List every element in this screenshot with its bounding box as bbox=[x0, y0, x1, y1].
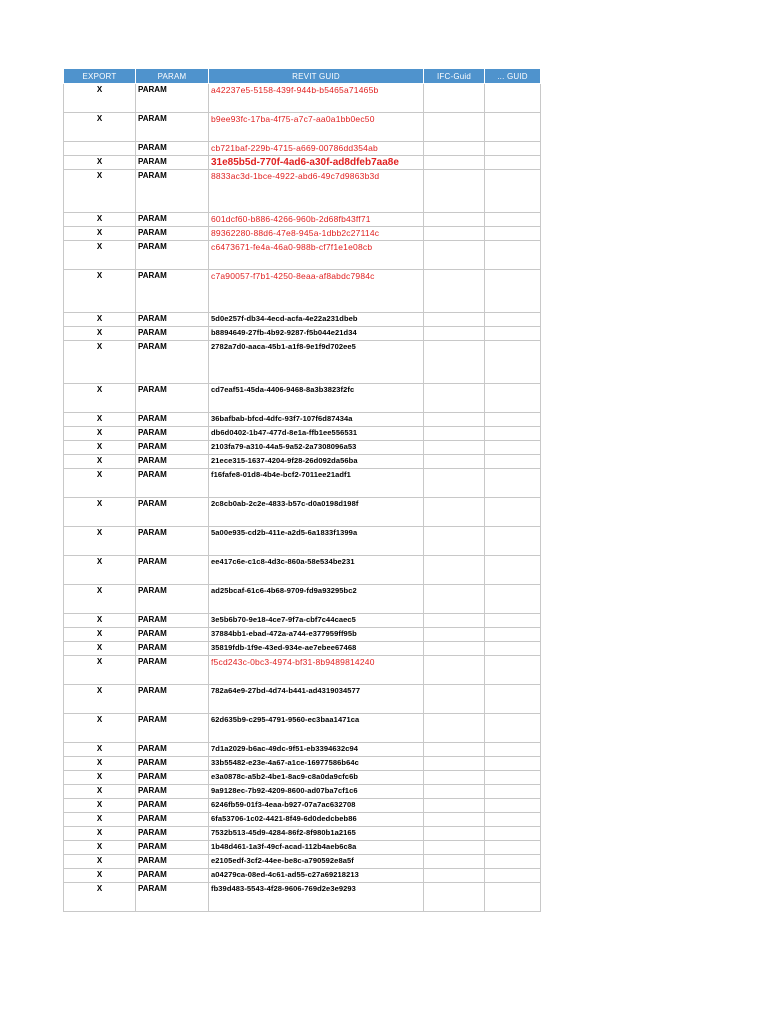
revit-guid-cell[interactable]: 8833ac3d-1bce-4922-abd6-49c7d9863b3d bbox=[209, 170, 424, 213]
revit-guid-cell[interactable]: e2105edf-3cf2-44ee-be8c-a790592e8a5f bbox=[209, 855, 424, 869]
table-row bbox=[64, 827, 541, 841]
revit-guid-cell[interactable]: 31e85b5d-770f-4ad6-a30f-ad8dfeb7aa8e bbox=[209, 156, 424, 170]
table-row bbox=[64, 156, 541, 170]
revit-guid-cell[interactable]: 7532b513-45d9-4284-86f2-8f980b1a2165 bbox=[209, 827, 424, 841]
export-cell[interactable]: X bbox=[64, 855, 136, 869]
table-row bbox=[64, 213, 541, 227]
other-guid-cell[interactable] bbox=[485, 869, 541, 883]
other-guid-cell[interactable] bbox=[485, 799, 541, 813]
other-guid-cell[interactable] bbox=[485, 313, 541, 327]
export-cell[interactable]: X bbox=[64, 642, 136, 656]
table-header bbox=[64, 69, 541, 84]
other-guid-cell[interactable] bbox=[485, 827, 541, 841]
table-row bbox=[64, 628, 541, 642]
table-body bbox=[64, 84, 541, 912]
ifc-guid-cell[interactable] bbox=[424, 685, 485, 714]
table-row bbox=[64, 170, 541, 213]
table-row bbox=[64, 771, 541, 785]
revit-guid-cell[interactable]: b9ee93fc-17ba-4f75-a7c7-aa0a1bb0ec50 bbox=[209, 113, 424, 142]
param-cell[interactable]: PARAM bbox=[136, 427, 209, 441]
export-cell[interactable]: X bbox=[64, 213, 136, 227]
param-cell[interactable]: PARAM bbox=[136, 142, 209, 156]
table-row bbox=[64, 341, 541, 384]
export-cell[interactable]: X bbox=[64, 384, 136, 413]
ifc-guid-cell[interactable] bbox=[424, 384, 485, 413]
revit-guid-cell[interactable]: 2103fa79-a310-44a5-9a52-2a7308096a53 bbox=[209, 441, 424, 455]
export-cell[interactable]: X bbox=[64, 841, 136, 855]
param-cell[interactable]: PARAM bbox=[136, 771, 209, 785]
revit-guid-cell[interactable]: cb721baf-229b-4715-a669-00786dd354ab bbox=[209, 142, 424, 156]
ifc-guid-cell[interactable] bbox=[424, 585, 485, 614]
header-revit-guid: REVIT GUID bbox=[209, 69, 424, 84]
other-guid-cell[interactable] bbox=[485, 714, 541, 743]
ifc-guid-cell[interactable] bbox=[424, 227, 485, 241]
param-cell[interactable]: PARAM bbox=[136, 384, 209, 413]
table-row bbox=[64, 855, 541, 869]
table-row bbox=[64, 685, 541, 714]
revit-guid-cell[interactable]: c7a90057-f7b1-4250-8eaa-af8abdc7984c bbox=[209, 270, 424, 313]
ifc-guid-cell[interactable] bbox=[424, 441, 485, 455]
ifc-guid-cell[interactable] bbox=[424, 771, 485, 785]
revit-guid-cell[interactable]: b8894649-27fb-4b92-9287-f5b044e21d34 bbox=[209, 327, 424, 341]
revit-guid-cell[interactable]: 6fa53706-1c02-4421-8f49-6d0dedcbeb86 bbox=[209, 813, 424, 827]
ifc-guid-cell[interactable] bbox=[424, 270, 485, 313]
param-cell[interactable]: PARAM bbox=[136, 498, 209, 527]
other-guid-cell[interactable] bbox=[485, 771, 541, 785]
other-guid-cell[interactable] bbox=[485, 113, 541, 142]
ifc-guid-cell[interactable] bbox=[424, 642, 485, 656]
export-cell[interactable]: X bbox=[64, 427, 136, 441]
param-cell[interactable]: PARAM bbox=[136, 614, 209, 628]
ifc-guid-cell[interactable] bbox=[424, 142, 485, 156]
ifc-guid-cell[interactable] bbox=[424, 785, 485, 799]
header-export: EXPORT bbox=[64, 69, 136, 84]
other-guid-cell[interactable] bbox=[485, 841, 541, 855]
param-cell[interactable]: PARAM bbox=[136, 413, 209, 427]
other-guid-cell[interactable] bbox=[485, 170, 541, 213]
table-row bbox=[64, 656, 541, 685]
export-cell[interactable]: X bbox=[64, 170, 136, 213]
param-cell[interactable]: PARAM bbox=[136, 469, 209, 498]
revit-guid-cell[interactable]: 37884bb1-ebad-472a-a744-e377959ff95b bbox=[209, 628, 424, 642]
export-cell[interactable]: X bbox=[64, 498, 136, 527]
export-cell[interactable]: X bbox=[64, 313, 136, 327]
other-guid-cell[interactable] bbox=[485, 685, 541, 714]
param-cell[interactable]: PARAM bbox=[136, 441, 209, 455]
other-guid-cell[interactable] bbox=[485, 614, 541, 628]
param-cell[interactable]: PARAM bbox=[136, 241, 209, 270]
revit-guid-cell[interactable]: f16fafe8-01d8-4b4e-bcf2-7011ee21adf1 bbox=[209, 469, 424, 498]
table-row bbox=[64, 527, 541, 556]
export-cell[interactable]: X bbox=[64, 656, 136, 685]
other-guid-cell[interactable] bbox=[485, 498, 541, 527]
table-row bbox=[64, 142, 541, 156]
ifc-guid-cell[interactable] bbox=[424, 799, 485, 813]
table-row bbox=[64, 327, 541, 341]
export-cell[interactable]: X bbox=[64, 270, 136, 313]
export-cell[interactable]: X bbox=[64, 757, 136, 771]
ifc-guid-cell[interactable] bbox=[424, 714, 485, 743]
export-cell[interactable]: X bbox=[64, 785, 136, 799]
other-guid-cell[interactable] bbox=[485, 213, 541, 227]
ifc-guid-cell[interactable] bbox=[424, 327, 485, 341]
revit-guid-cell[interactable]: f5cd243c-0bc3-4974-bf31-8b9489814240 bbox=[209, 656, 424, 685]
table-row bbox=[64, 498, 541, 527]
revit-guid-cell[interactable]: 601dcf60-b886-4266-960b-2d68fb43ff71 bbox=[209, 213, 424, 227]
revit-guid-cell[interactable]: 9a9128ec-7b92-4209-8600-ad07ba7cf1c6 bbox=[209, 785, 424, 799]
other-guid-cell[interactable] bbox=[485, 585, 541, 614]
revit-guid-cell[interactable]: 21ece315-1637-4204-9f28-26d092da56ba bbox=[209, 455, 424, 469]
export-cell[interactable]: X bbox=[64, 455, 136, 469]
param-cell[interactable]: PARAM bbox=[136, 743, 209, 757]
export-cell[interactable]: X bbox=[64, 341, 136, 384]
table-row bbox=[64, 614, 541, 628]
param-cell[interactable]: PARAM bbox=[136, 656, 209, 685]
revit-guid-cell[interactable]: 5a00e935-cd2b-411e-a2d5-6a1833f1399a bbox=[209, 527, 424, 556]
ifc-guid-cell[interactable] bbox=[424, 498, 485, 527]
ifc-guid-cell[interactable] bbox=[424, 855, 485, 869]
other-guid-cell[interactable] bbox=[485, 341, 541, 384]
param-cell[interactable]: PARAM bbox=[136, 156, 209, 170]
param-cell[interactable]: PARAM bbox=[136, 628, 209, 642]
export-cell[interactable]: X bbox=[64, 883, 136, 912]
ifc-guid-cell[interactable] bbox=[424, 743, 485, 757]
ifc-guid-cell[interactable] bbox=[424, 427, 485, 441]
param-cell[interactable]: PARAM bbox=[136, 170, 209, 213]
other-guid-cell[interactable] bbox=[485, 743, 541, 757]
export-cell[interactable]: X bbox=[64, 227, 136, 241]
revit-guid-cell[interactable]: 89362280-88d6-47e8-945a-1dbb2c27114c bbox=[209, 227, 424, 241]
table-row bbox=[64, 455, 541, 469]
ifc-guid-cell[interactable] bbox=[424, 813, 485, 827]
export-cell[interactable]: X bbox=[64, 156, 136, 170]
export-cell[interactable]: X bbox=[64, 469, 136, 498]
ifc-guid-cell[interactable] bbox=[424, 313, 485, 327]
revit-guid-cell[interactable]: e3a0878c-a5b2-4be1-8ac9-c8a0da9cfc6b bbox=[209, 771, 424, 785]
revit-guid-cell[interactable]: c6473671-fe4a-46a0-988b-cf7f1e1e08cb bbox=[209, 241, 424, 270]
other-guid-cell[interactable] bbox=[485, 441, 541, 455]
other-guid-cell[interactable] bbox=[485, 455, 541, 469]
other-guid-cell[interactable] bbox=[485, 642, 541, 656]
param-cell[interactable]: PARAM bbox=[136, 757, 209, 771]
table-row bbox=[64, 642, 541, 656]
ifc-guid-cell[interactable] bbox=[424, 455, 485, 469]
table-row bbox=[64, 441, 541, 455]
table-row bbox=[64, 869, 541, 883]
table-row bbox=[64, 113, 541, 142]
export-cell[interactable]: X bbox=[64, 241, 136, 270]
revit-guid-cell[interactable]: ee417c6e-c1c8-4d3c-860a-58e534be231 bbox=[209, 556, 424, 585]
other-guid-cell[interactable] bbox=[485, 883, 541, 912]
other-guid-cell[interactable] bbox=[485, 327, 541, 341]
param-cell[interactable]: PARAM bbox=[136, 785, 209, 799]
export-cell[interactable]: X bbox=[64, 441, 136, 455]
revit-guid-cell[interactable]: a04279ca-08ed-4c61-ad55-c27a69218213 bbox=[209, 869, 424, 883]
export-cell[interactable]: X bbox=[64, 771, 136, 785]
table-row bbox=[64, 585, 541, 614]
param-cell[interactable]: PARAM bbox=[136, 327, 209, 341]
ifc-guid-cell[interactable] bbox=[424, 841, 485, 855]
export-cell[interactable]: X bbox=[64, 327, 136, 341]
other-guid-cell[interactable] bbox=[485, 384, 541, 413]
param-cell[interactable]: PARAM bbox=[136, 227, 209, 241]
table-row bbox=[64, 556, 541, 585]
other-guid-cell[interactable] bbox=[485, 656, 541, 685]
guid-table bbox=[63, 69, 541, 912]
table-row bbox=[64, 313, 541, 327]
revit-guid-cell[interactable]: 1b48d461-1a3f-49cf-acad-112b4aeb6c8a bbox=[209, 841, 424, 855]
param-cell[interactable]: PARAM bbox=[136, 869, 209, 883]
ifc-guid-cell[interactable] bbox=[424, 84, 485, 113]
other-guid-cell[interactable] bbox=[485, 469, 541, 498]
ifc-guid-cell[interactable] bbox=[424, 469, 485, 498]
revit-guid-cell[interactable]: 36bafbab-bfcd-4dfc-93f7-107f6d87434a bbox=[209, 413, 424, 427]
ifc-guid-cell[interactable] bbox=[424, 628, 485, 642]
revit-guid-cell[interactable]: 2782a7d0-aaca-45b1-a1f8-9e1f9d702ee5 bbox=[209, 341, 424, 384]
param-cell[interactable]: PARAM bbox=[136, 341, 209, 384]
ifc-guid-cell[interactable] bbox=[424, 213, 485, 227]
param-cell[interactable]: PARAM bbox=[136, 642, 209, 656]
ifc-guid-cell[interactable] bbox=[424, 656, 485, 685]
table-row bbox=[64, 270, 541, 313]
revit-guid-cell[interactable]: 62d635b9-c295-4791-9560-ec3baa1471ca bbox=[209, 714, 424, 743]
export-cell[interactable]: X bbox=[64, 743, 136, 757]
param-cell[interactable]: PARAM bbox=[136, 213, 209, 227]
header-ifc-guid: IFC-Guid bbox=[424, 69, 485, 84]
other-guid-cell[interactable] bbox=[485, 227, 541, 241]
param-cell[interactable]: PARAM bbox=[136, 841, 209, 855]
table-row bbox=[64, 883, 541, 912]
param-cell[interactable]: PARAM bbox=[136, 799, 209, 813]
ifc-guid-cell[interactable] bbox=[424, 413, 485, 427]
table-row bbox=[64, 84, 541, 113]
param-cell[interactable]: PARAM bbox=[136, 113, 209, 142]
ifc-guid-cell[interactable] bbox=[424, 341, 485, 384]
ifc-guid-cell[interactable] bbox=[424, 869, 485, 883]
table-row bbox=[64, 757, 541, 771]
table-row bbox=[64, 813, 541, 827]
export-cell[interactable]: X bbox=[64, 869, 136, 883]
export-cell[interactable]: X bbox=[64, 685, 136, 714]
revit-guid-cell[interactable]: db6d0402-1b47-477d-8e1a-ffb1ee556531 bbox=[209, 427, 424, 441]
other-guid-cell[interactable] bbox=[485, 427, 541, 441]
other-guid-cell[interactable] bbox=[485, 556, 541, 585]
param-cell[interactable]: PARAM bbox=[136, 455, 209, 469]
spreadsheet bbox=[63, 69, 540, 912]
other-guid-cell[interactable] bbox=[485, 628, 541, 642]
param-cell[interactable]: PARAM bbox=[136, 84, 209, 113]
header-row bbox=[64, 69, 541, 84]
param-cell[interactable]: PARAM bbox=[136, 813, 209, 827]
revit-guid-cell[interactable]: fb39d483-5543-4f28-9606-769d2e3e9293 bbox=[209, 883, 424, 912]
revit-guid-cell[interactable]: 7d1a2029-b6ac-49dc-9f51-eb3394632c94 bbox=[209, 743, 424, 757]
header-other-guid: ... GUID bbox=[485, 69, 541, 84]
revit-guid-cell[interactable]: 2c8cb0ab-2c2e-4833-b57c-d0a0198d198f bbox=[209, 498, 424, 527]
export-cell[interactable]: X bbox=[64, 413, 136, 427]
other-guid-cell[interactable] bbox=[485, 813, 541, 827]
param-cell[interactable]: PARAM bbox=[136, 585, 209, 614]
ifc-guid-cell[interactable] bbox=[424, 156, 485, 170]
ifc-guid-cell[interactable] bbox=[424, 527, 485, 556]
revit-guid-cell[interactable]: 782a64e9-27bd-4d74-b441-ad4319034577 bbox=[209, 685, 424, 714]
param-cell[interactable]: PARAM bbox=[136, 827, 209, 841]
other-guid-cell[interactable] bbox=[485, 156, 541, 170]
export-cell[interactable]: X bbox=[64, 813, 136, 827]
export-cell[interactable]: X bbox=[64, 827, 136, 841]
other-guid-cell[interactable] bbox=[485, 413, 541, 427]
table-row bbox=[64, 743, 541, 757]
table-row bbox=[64, 785, 541, 799]
export-cell[interactable]: X bbox=[64, 614, 136, 628]
export-cell[interactable]: X bbox=[64, 527, 136, 556]
ifc-guid-cell[interactable] bbox=[424, 827, 485, 841]
param-cell[interactable]: PARAM bbox=[136, 556, 209, 585]
table-row bbox=[64, 384, 541, 413]
other-guid-cell[interactable] bbox=[485, 84, 541, 113]
table-row bbox=[64, 841, 541, 855]
export-cell[interactable]: X bbox=[64, 585, 136, 614]
revit-guid-cell[interactable]: 33b55482-e23e-4a67-a1ce-16977586b64c bbox=[209, 757, 424, 771]
revit-guid-cell[interactable]: 3e5b6b70-9e18-4ce7-9f7a-cbf7c44caec5 bbox=[209, 614, 424, 628]
export-cell[interactable]: X bbox=[64, 556, 136, 585]
other-guid-cell[interactable] bbox=[485, 142, 541, 156]
ifc-guid-cell[interactable] bbox=[424, 757, 485, 771]
table-row bbox=[64, 413, 541, 427]
export-cell[interactable]: X bbox=[64, 714, 136, 743]
revit-guid-cell[interactable]: ad25bcaf-61c6-4b68-9709-fd9a93295bc2 bbox=[209, 585, 424, 614]
param-cell[interactable]: PARAM bbox=[136, 527, 209, 556]
ifc-guid-cell[interactable] bbox=[424, 241, 485, 270]
revit-guid-cell[interactable]: cd7eaf51-45da-4406-9468-8a3b3823f2fc bbox=[209, 384, 424, 413]
export-cell[interactable] bbox=[64, 142, 136, 156]
revit-guid-cell[interactable]: 6246fb59-01f3-4eaa-b927-07a7ac632708 bbox=[209, 799, 424, 813]
param-cell[interactable]: PARAM bbox=[136, 714, 209, 743]
other-guid-cell[interactable] bbox=[485, 241, 541, 270]
table-row bbox=[64, 714, 541, 743]
table-row bbox=[64, 241, 541, 270]
param-cell[interactable]: PARAM bbox=[136, 883, 209, 912]
export-cell[interactable]: X bbox=[64, 799, 136, 813]
param-cell[interactable]: PARAM bbox=[136, 855, 209, 869]
table-row bbox=[64, 799, 541, 813]
revit-guid-cell[interactable]: 5d0e257f-db34-4ecd-acfa-4e22a231dbeb bbox=[209, 313, 424, 327]
ifc-guid-cell[interactable] bbox=[424, 113, 485, 142]
other-guid-cell[interactable] bbox=[485, 757, 541, 771]
param-cell[interactable]: PARAM bbox=[136, 313, 209, 327]
param-cell[interactable]: PARAM bbox=[136, 685, 209, 714]
export-cell[interactable]: X bbox=[64, 84, 136, 113]
revit-guid-cell[interactable]: 35819fdb-1f9e-43ed-934e-ae7ebee67468 bbox=[209, 642, 424, 656]
revit-guid-cell[interactable]: a42237e5-5158-439f-944b-b5465a71465b bbox=[209, 84, 424, 113]
other-guid-cell[interactable] bbox=[485, 527, 541, 556]
table-row bbox=[64, 469, 541, 498]
export-cell[interactable]: X bbox=[64, 113, 136, 142]
table-row bbox=[64, 227, 541, 241]
param-cell[interactable]: PARAM bbox=[136, 270, 209, 313]
other-guid-cell[interactable] bbox=[485, 785, 541, 799]
ifc-guid-cell[interactable] bbox=[424, 614, 485, 628]
header-param: PARAM bbox=[136, 69, 209, 84]
table-row bbox=[64, 427, 541, 441]
other-guid-cell[interactable] bbox=[485, 855, 541, 869]
ifc-guid-cell[interactable] bbox=[424, 883, 485, 912]
ifc-guid-cell[interactable] bbox=[424, 170, 485, 213]
other-guid-cell[interactable] bbox=[485, 270, 541, 313]
export-cell[interactable]: X bbox=[64, 628, 136, 642]
ifc-guid-cell[interactable] bbox=[424, 556, 485, 585]
